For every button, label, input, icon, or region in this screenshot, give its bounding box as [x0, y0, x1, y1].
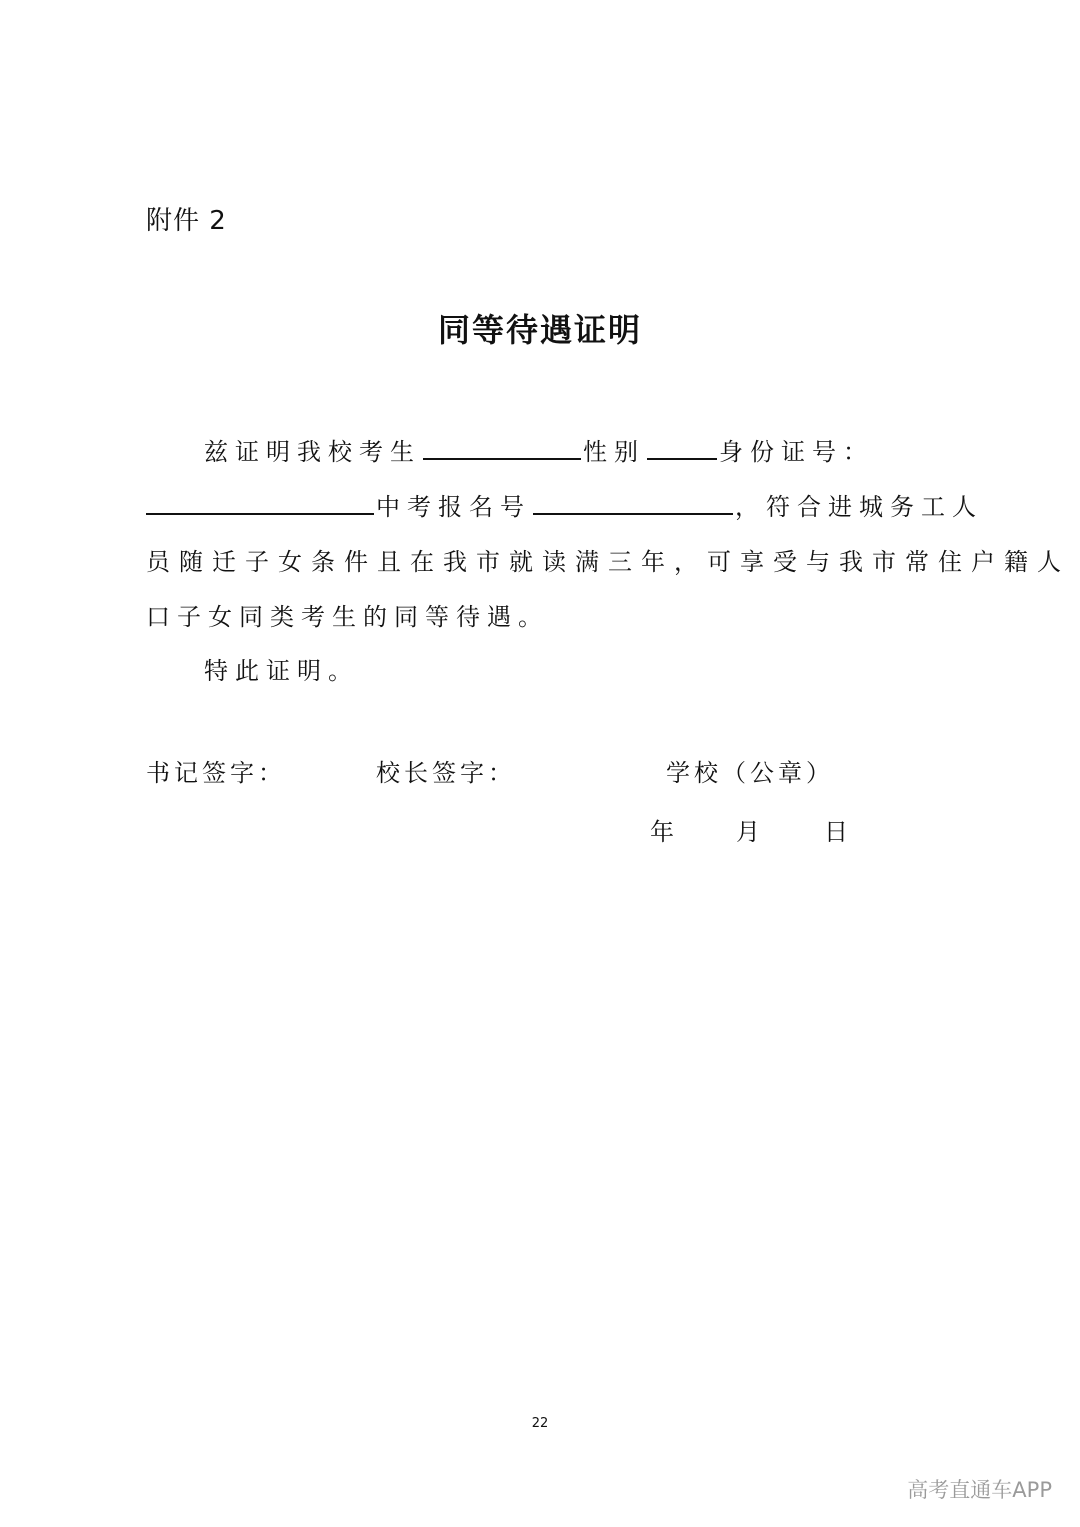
school-seal-label: 学校（公章）: [666, 759, 834, 787]
paragraph-line-4: 口子女同类考生的同等待遇。: [146, 603, 549, 631]
exam-number-blank: [533, 487, 733, 515]
paragraph-line-3: 员随迁子女条件且在我市就读满三年，可享受与我市常住户籍人: [146, 548, 1070, 576]
student-name-blank: [423, 432, 581, 460]
intro-text: 兹证明我校考生: [204, 438, 421, 466]
gender-blank: [647, 432, 717, 460]
continuation-text: ，符合进城务工人: [735, 493, 983, 521]
paragraph-line-2: [146, 487, 983, 527]
date-year-label: 年: [650, 818, 674, 846]
id-number-blank: [146, 487, 374, 515]
watermark-text: 高考直通车APP: [907, 1478, 1052, 1502]
gender-label: 性别: [583, 438, 645, 466]
date-month-label: 月: [736, 818, 760, 846]
document-title: 同等待遇证明: [437, 311, 642, 349]
attachment-label: 附件 2: [146, 206, 227, 236]
secretary-signature-label: 书记签字：: [146, 759, 286, 787]
paragraph-line-1: [146, 432, 1004, 472]
date-day-label: 日: [824, 818, 848, 846]
id-number-label: 身份证号：: [719, 438, 874, 466]
exam-number-label: 中考报名号: [376, 493, 531, 521]
principal-signature-label: 校长签字：: [376, 759, 516, 787]
closing-statement: 特此证明。: [204, 657, 359, 685]
page-number: 22: [531, 1416, 549, 1431]
